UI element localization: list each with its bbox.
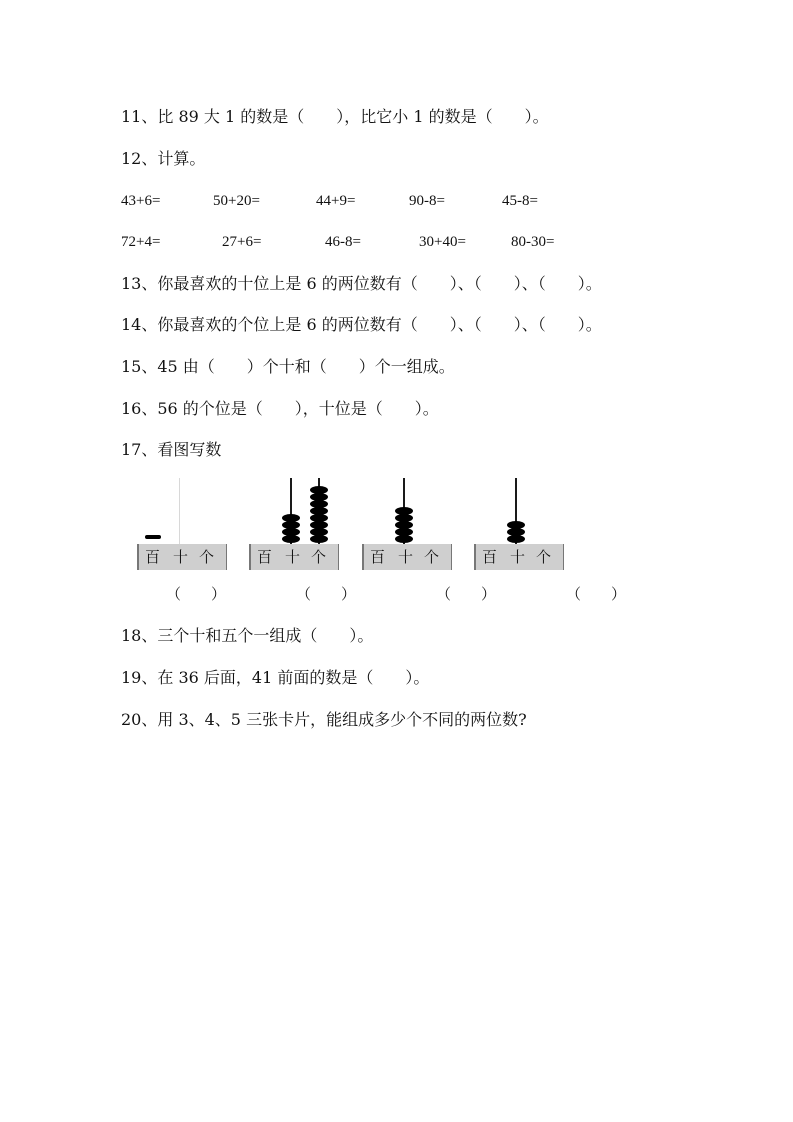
question-16: 16、56 的个位是（ ），十位是（ ）。 <box>121 399 439 418</box>
abacus <box>249 474 341 572</box>
abacus-place-label: 百 <box>482 548 498 566</box>
abacus-bead <box>395 521 413 529</box>
abacus-bead <box>282 514 300 522</box>
calc-item: 45-8= <box>502 193 538 209</box>
abacus-place-label: 十 <box>285 548 301 566</box>
abacus <box>137 474 229 572</box>
abacus-place-label: 百 <box>370 548 386 566</box>
question-19: 19、在 36 后面，41 前面的数是（ ）。 <box>121 668 430 687</box>
calc-item: 43+6= <box>121 193 161 209</box>
answer-blank: （ ） <box>566 585 627 603</box>
abacus-bead <box>395 528 413 536</box>
answer-blank: （ ） <box>296 585 357 603</box>
abacus-place-label: 个 <box>424 548 440 566</box>
abacus-bead <box>395 507 413 515</box>
abacus-place-label: 个 <box>311 548 327 566</box>
abacus-bead <box>507 528 525 536</box>
abacus-rod <box>179 478 180 546</box>
abacus-place-label: 十 <box>510 548 526 566</box>
abacus-bead <box>145 535 161 539</box>
question-15: 15、45 由（ ）个十和（ ）个一组成。 <box>121 357 455 376</box>
abacus-place-label: 百 <box>257 548 273 566</box>
abacus-bead <box>282 535 300 543</box>
abacus-place-label: 个 <box>199 548 215 566</box>
abacus-bead <box>395 514 413 522</box>
answer-blank: （ ） <box>166 585 227 603</box>
calc-item: 90-8= <box>409 193 445 209</box>
abacus-place-label: 十 <box>173 548 189 566</box>
abacus-bead <box>310 486 328 494</box>
question-14: 14、你最喜欢的个位上是 6 的两位数有（ ）、（ ）、（ ）。 <box>121 315 602 334</box>
abacus-bead <box>310 521 328 529</box>
calc-item: 44+9= <box>316 193 356 209</box>
abacus-bead <box>282 521 300 529</box>
abacus-bead <box>310 535 328 543</box>
question-11: 11、比 89 大 1 的数是（ ），比它小 1 的数是（ ）。 <box>121 107 549 126</box>
question-18: 18、三个十和五个一组成（ ）。 <box>121 626 374 645</box>
abacus <box>474 474 566 572</box>
abacus <box>362 474 454 572</box>
calc-item: 46-8= <box>325 234 361 250</box>
calc-item: 80-30= <box>511 234 555 250</box>
question-13: 13、你最喜欢的十位上是 6 的两位数有（ ）、（ ）、（ ）。 <box>121 274 602 293</box>
abacus-place-label: 个 <box>536 548 552 566</box>
abacus-bead <box>310 500 328 508</box>
abacus-bead <box>395 535 413 543</box>
calc-item: 27+6= <box>222 234 262 250</box>
abacus-place-label: 百 <box>145 548 161 566</box>
calc-item: 50+20= <box>213 193 260 209</box>
question-12: 12、计算。 <box>121 149 206 168</box>
calc-item: 72+4= <box>121 234 161 250</box>
abacus-bead <box>507 521 525 529</box>
question-17: 17、看图写数 <box>121 440 222 459</box>
abacus-bead <box>310 493 328 501</box>
question-20: 20、用 3、4、5 三张卡片，能组成多少个不同的两位数? <box>121 710 527 729</box>
calc-item: 30+40= <box>419 234 466 250</box>
abacus-bead <box>310 507 328 515</box>
abacus-bead <box>310 528 328 536</box>
abacus-place-label: 十 <box>398 548 414 566</box>
answer-blank: （ ） <box>436 585 497 603</box>
abacus-bead <box>282 528 300 536</box>
abacus-bead <box>507 535 525 543</box>
abacus-bead <box>310 514 328 522</box>
